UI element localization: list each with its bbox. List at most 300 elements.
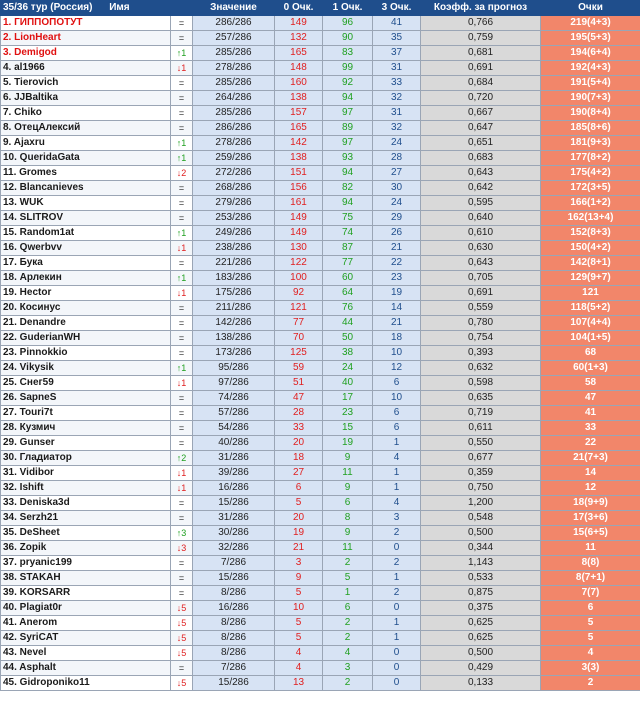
zero-points-cell: 20	[275, 511, 323, 526]
points-cell: 172(3+5)	[541, 181, 640, 196]
table-row	[1, 406, 640, 421]
table-row	[1, 466, 640, 481]
player-name: 44. Asphalt	[1, 661, 171, 676]
three-points-cell: 14	[373, 301, 421, 316]
rank-change: ↓1	[171, 481, 193, 496]
coef-cell: 0,611	[421, 421, 541, 436]
zero-points-cell: 138	[275, 91, 323, 106]
one-point-cell: 93	[323, 151, 373, 166]
table-row	[1, 391, 640, 406]
three-points-cell: 23	[373, 271, 421, 286]
points-cell: 150(4+2)	[541, 241, 640, 256]
value-cell: 286/286	[193, 16, 275, 31]
zero-points-cell: 156	[275, 181, 323, 196]
player-name: 7. Chiko	[1, 106, 171, 121]
points-cell: 47	[541, 391, 640, 406]
zero-points-cell: 70	[275, 331, 323, 346]
three-points-cell: 0	[373, 676, 421, 691]
player-name: 1. ГИППОПОТУТ	[1, 16, 171, 31]
rank-change: =	[171, 31, 193, 46]
one-point-cell: 99	[323, 61, 373, 76]
three-points-cell: 21	[373, 241, 421, 256]
player-name: 30. Гладиатор	[1, 451, 171, 466]
rank-change: ↓5	[171, 616, 193, 631]
coef-cell: 0,677	[421, 451, 541, 466]
rank-change: =	[171, 256, 193, 271]
three-points-cell: 26	[373, 226, 421, 241]
coef-cell: 0,595	[421, 196, 541, 211]
one-point-cell: 96	[323, 16, 373, 31]
value-cell: 238/286	[193, 241, 275, 256]
zero-points-cell: 165	[275, 121, 323, 136]
three-points-cell: 24	[373, 136, 421, 151]
rank-change: =	[171, 496, 193, 511]
points-cell: 190(7+3)	[541, 91, 640, 106]
value-cell: 259/286	[193, 151, 275, 166]
coef-cell: 0,720	[421, 91, 541, 106]
value-cell: 54/286	[193, 421, 275, 436]
zero-points-cell: 149	[275, 16, 323, 31]
table-row	[1, 271, 640, 286]
rank-change: ↑2	[171, 451, 193, 466]
points-cell: 14	[541, 466, 640, 481]
table-row	[1, 511, 640, 526]
points-cell: 5	[541, 616, 640, 631]
coef-cell: 0,630	[421, 241, 541, 256]
value-cell: 32/286	[193, 541, 275, 556]
player-name: 22. GuderianWH	[1, 331, 171, 346]
one-point-column-header: 1 Очк.	[323, 1, 373, 16]
three-points-column-header: 3 Очк.	[373, 1, 421, 16]
one-point-cell: 15	[323, 421, 373, 436]
rank-change: ↑1	[171, 271, 193, 286]
rank-change: ↓1	[171, 286, 193, 301]
table-row	[1, 421, 640, 436]
rank-change: ↓2	[171, 166, 193, 181]
one-point-cell: 83	[323, 46, 373, 61]
coef-cell: 0,642	[421, 181, 541, 196]
three-points-cell: 2	[373, 586, 421, 601]
rank-change: ↓1	[171, 466, 193, 481]
three-points-cell: 37	[373, 46, 421, 61]
table-row	[1, 61, 640, 76]
zero-points-cell: 4	[275, 661, 323, 676]
value-cell: 16/286	[193, 601, 275, 616]
one-point-cell: 92	[323, 76, 373, 91]
table-row	[1, 256, 640, 271]
player-name: 6. JJBaltika	[1, 91, 171, 106]
coef-cell: 0,550	[421, 436, 541, 451]
coef-cell: 0,780	[421, 316, 541, 331]
rank-change: =	[171, 346, 193, 361]
table-row	[1, 136, 640, 151]
one-point-cell: 11	[323, 541, 373, 556]
one-point-cell: 90	[323, 31, 373, 46]
rank-change: ↑1	[171, 361, 193, 376]
rank-change: ↓1	[171, 61, 193, 76]
coef-cell: 0,625	[421, 631, 541, 646]
rank-change: =	[171, 511, 193, 526]
value-cell: 57/286	[193, 406, 275, 421]
value-cell: 30/286	[193, 526, 275, 541]
rank-change: ↑1	[171, 151, 193, 166]
three-points-cell: 21	[373, 316, 421, 331]
name-column-header: Имя	[109, 2, 130, 13]
table-row	[1, 286, 640, 301]
rank-change: =	[171, 406, 193, 421]
three-points-cell: 0	[373, 646, 421, 661]
table-row	[1, 16, 640, 31]
table-row	[1, 316, 640, 331]
three-points-cell: 35	[373, 31, 421, 46]
zero-points-cell: 130	[275, 241, 323, 256]
three-points-cell: 30	[373, 181, 421, 196]
player-name: 45. Gidroponiko11	[1, 676, 171, 691]
one-point-cell: 5	[323, 571, 373, 586]
zero-points-cell: 47	[275, 391, 323, 406]
three-points-cell: 0	[373, 541, 421, 556]
player-name: 42. SyriCAT	[1, 631, 171, 646]
zero-points-cell: 160	[275, 76, 323, 91]
one-point-cell: 1	[323, 586, 373, 601]
rank-change: =	[171, 586, 193, 601]
zero-points-cell: 5	[275, 496, 323, 511]
one-point-cell: 60	[323, 271, 373, 286]
zero-points-cell: 19	[275, 526, 323, 541]
value-cell: 8/286	[193, 616, 275, 631]
zero-points-cell: 151	[275, 166, 323, 181]
points-cell: 129(9+7)	[541, 271, 640, 286]
coef-cell: 0,548	[421, 511, 541, 526]
value-cell: 278/286	[193, 136, 275, 151]
coef-cell: 0,754	[421, 331, 541, 346]
player-name: 28. Кузмич	[1, 421, 171, 436]
points-cell: 104(1+5)	[541, 331, 640, 346]
points-cell: 17(3+6)	[541, 511, 640, 526]
rank-change: ↓1	[171, 376, 193, 391]
zero-points-cell: 4	[275, 646, 323, 661]
points-cell: 152(8+3)	[541, 226, 640, 241]
zero-points-cell: 28	[275, 406, 323, 421]
table-row	[1, 196, 640, 211]
points-cell: 121	[541, 286, 640, 301]
points-cell: 6	[541, 601, 640, 616]
coef-cell: 0,683	[421, 151, 541, 166]
coef-cell: 1,200	[421, 496, 541, 511]
three-points-cell: 31	[373, 61, 421, 76]
coef-cell: 0,691	[421, 61, 541, 76]
three-points-cell: 1	[373, 616, 421, 631]
value-cell: 31/286	[193, 451, 275, 466]
three-points-cell: 33	[373, 76, 421, 91]
player-name: 20. Косинус	[1, 301, 171, 316]
coef-cell: 0,632	[421, 361, 541, 376]
rank-change: ↓1	[171, 241, 193, 256]
one-point-cell: 2	[323, 616, 373, 631]
points-cell: 192(4+3)	[541, 61, 640, 76]
one-point-cell: 38	[323, 346, 373, 361]
rank-change: ↓5	[171, 601, 193, 616]
points-cell: 185(8+6)	[541, 121, 640, 136]
value-cell: 249/286	[193, 226, 275, 241]
rank-change: =	[171, 571, 193, 586]
zero-points-cell: 132	[275, 31, 323, 46]
table-row	[1, 121, 640, 136]
coef-cell: 0,635	[421, 391, 541, 406]
player-name: 35. DeSheet	[1, 526, 171, 541]
points-cell: 8(8)	[541, 556, 640, 571]
table-row	[1, 226, 640, 241]
zero-points-cell: 13	[275, 676, 323, 691]
three-points-cell: 2	[373, 556, 421, 571]
table-row	[1, 661, 640, 676]
one-point-cell: 9	[323, 451, 373, 466]
rank-change: ↓5	[171, 646, 193, 661]
player-name: 38. STAKAH	[1, 571, 171, 586]
three-points-cell: 0	[373, 601, 421, 616]
value-cell: 253/286	[193, 211, 275, 226]
zero-points-cell: 148	[275, 61, 323, 76]
points-cell: 166(1+2)	[541, 196, 640, 211]
value-cell: 39/286	[193, 466, 275, 481]
table-row	[1, 646, 640, 661]
coef-cell: 0,344	[421, 541, 541, 556]
one-point-cell: 40	[323, 376, 373, 391]
points-cell: 5	[541, 631, 640, 646]
one-point-cell: 23	[323, 406, 373, 421]
three-points-cell: 2	[373, 526, 421, 541]
one-point-cell: 17	[323, 391, 373, 406]
table-row	[1, 181, 640, 196]
zero-points-cell: 18	[275, 451, 323, 466]
three-points-cell: 1	[373, 481, 421, 496]
rank-change: =	[171, 181, 193, 196]
table-row	[1, 451, 640, 466]
player-name: 17. Бука	[1, 256, 171, 271]
points-cell: 107(4+4)	[541, 316, 640, 331]
three-points-cell: 10	[373, 346, 421, 361]
value-cell: 16/286	[193, 481, 275, 496]
zero-points-cell: 9	[275, 571, 323, 586]
coef-cell: 0,375	[421, 601, 541, 616]
zero-points-cell: 5	[275, 616, 323, 631]
table-row	[1, 106, 640, 121]
three-points-cell: 6	[373, 406, 421, 421]
zero-points-cell: 6	[275, 481, 323, 496]
one-point-cell: 77	[323, 256, 373, 271]
rank-change: =	[171, 76, 193, 91]
points-cell: 181(9+3)	[541, 136, 640, 151]
coef-cell: 1,143	[421, 556, 541, 571]
player-name: 36. Zopik	[1, 541, 171, 556]
zero-points-cell: 21	[275, 541, 323, 556]
three-points-cell: 1	[373, 466, 421, 481]
rank-change: =	[171, 196, 193, 211]
table-row	[1, 91, 640, 106]
zero-points-cell: 165	[275, 46, 323, 61]
rank-change: ↓5	[171, 676, 193, 691]
points-cell: 190(8+4)	[541, 106, 640, 121]
rank-change: ↓5	[171, 631, 193, 646]
value-cell: 8/286	[193, 631, 275, 646]
one-point-cell: 97	[323, 106, 373, 121]
three-points-cell: 4	[373, 496, 421, 511]
one-point-cell: 75	[323, 211, 373, 226]
value-cell: 175/286	[193, 286, 275, 301]
three-points-cell: 12	[373, 361, 421, 376]
one-point-cell: 97	[323, 136, 373, 151]
zero-points-cell: 142	[275, 136, 323, 151]
value-cell: 211/286	[193, 301, 275, 316]
one-point-cell: 4	[323, 646, 373, 661]
rank-change: =	[171, 301, 193, 316]
player-name: 26. SapneS	[1, 391, 171, 406]
rank-change: =	[171, 391, 193, 406]
one-point-cell: 44	[323, 316, 373, 331]
coef-cell: 0,643	[421, 256, 541, 271]
round-header	[1, 1, 171, 16]
table-row	[1, 631, 640, 646]
points-cell: 11	[541, 541, 640, 556]
points-column-header: Очки	[541, 1, 640, 16]
rank-change: =	[171, 661, 193, 676]
value-cell: 285/286	[193, 46, 275, 61]
rank-change: =	[171, 331, 193, 346]
table-row	[1, 76, 640, 91]
three-points-cell: 32	[373, 121, 421, 136]
value-cell: 7/286	[193, 661, 275, 676]
table-row	[1, 556, 640, 571]
points-cell: 162(13+4)	[541, 211, 640, 226]
coef-cell: 0,640	[421, 211, 541, 226]
zero-points-cell: 122	[275, 256, 323, 271]
one-point-cell: 94	[323, 196, 373, 211]
value-cell: 257/286	[193, 31, 275, 46]
points-cell: 175(4+2)	[541, 166, 640, 181]
value-cell: 8/286	[193, 646, 275, 661]
one-point-cell: 94	[323, 166, 373, 181]
one-point-cell: 24	[323, 361, 373, 376]
points-cell: 4	[541, 646, 640, 661]
rank-change: =	[171, 211, 193, 226]
three-points-cell: 29	[373, 211, 421, 226]
rank-change: =	[171, 16, 193, 31]
zero-points-cell: 20	[275, 436, 323, 451]
points-cell: 142(8+1)	[541, 256, 640, 271]
coef-cell: 0,533	[421, 571, 541, 586]
zero-points-cell: 100	[275, 271, 323, 286]
table-row	[1, 241, 640, 256]
player-name: 15. Random1at	[1, 226, 171, 241]
player-name: 12. Blancanieves	[1, 181, 171, 196]
table-row	[1, 481, 640, 496]
value-cell: 15/286	[193, 496, 275, 511]
coef-cell: 0,684	[421, 76, 541, 91]
player-name: 5. Tierovich	[1, 76, 171, 91]
one-point-cell: 2	[323, 556, 373, 571]
value-cell: 173/286	[193, 346, 275, 361]
zero-points-cell: 5	[275, 631, 323, 646]
table-row	[1, 616, 640, 631]
value-cell: 142/286	[193, 316, 275, 331]
value-cell: 286/286	[193, 121, 275, 136]
value-cell: 8/286	[193, 586, 275, 601]
one-point-cell: 50	[323, 331, 373, 346]
value-cell: 15/286	[193, 676, 275, 691]
one-point-cell: 9	[323, 526, 373, 541]
coef-cell: 0,610	[421, 226, 541, 241]
player-name: 10. QueridaGata	[1, 151, 171, 166]
three-points-cell: 6	[373, 421, 421, 436]
table-row	[1, 361, 640, 376]
one-point-cell: 87	[323, 241, 373, 256]
points-cell: 33	[541, 421, 640, 436]
points-cell: 8(7+1)	[541, 571, 640, 586]
player-name: 34. Serzh21	[1, 511, 171, 526]
player-name: 29. Gunser	[1, 436, 171, 451]
table-row	[1, 46, 640, 61]
zero-points-cell: 149	[275, 211, 323, 226]
coef-cell: 0,133	[421, 676, 541, 691]
zero-points-cell: 121	[275, 301, 323, 316]
value-cell: 264/286	[193, 91, 275, 106]
table-row	[1, 346, 640, 361]
table-row	[1, 541, 640, 556]
points-cell: 18(9+9)	[541, 496, 640, 511]
zero-points-cell: 51	[275, 376, 323, 391]
three-points-cell: 27	[373, 166, 421, 181]
coef-cell: 0,393	[421, 346, 541, 361]
value-cell: 7/286	[193, 556, 275, 571]
points-cell: 219(4+3)	[541, 16, 640, 31]
one-point-cell: 74	[323, 226, 373, 241]
player-name: 19. Hector	[1, 286, 171, 301]
value-cell: 183/286	[193, 271, 275, 286]
coef-cell: 0,643	[421, 166, 541, 181]
player-name: 40. Plagiat0r	[1, 601, 171, 616]
coef-cell: 0,766	[421, 16, 541, 31]
one-point-cell: 6	[323, 496, 373, 511]
player-name: 23. Pinnokkio	[1, 346, 171, 361]
one-point-cell: 3	[323, 661, 373, 676]
points-cell: 195(5+3)	[541, 31, 640, 46]
points-cell: 21(7+3)	[541, 451, 640, 466]
table-row	[1, 526, 640, 541]
points-cell: 12	[541, 481, 640, 496]
rank-change: =	[171, 316, 193, 331]
table-row	[1, 31, 640, 46]
coef-cell: 0,559	[421, 301, 541, 316]
rank-change: =	[171, 421, 193, 436]
table-row	[1, 151, 640, 166]
player-name: 31. Vidibor	[1, 466, 171, 481]
zero-points-column-header: 0 Очк.	[275, 1, 323, 16]
table-row	[1, 571, 640, 586]
coef-cell: 0,500	[421, 646, 541, 661]
player-name: 11. Gromes	[1, 166, 171, 181]
player-name: 32. Ishift	[1, 481, 171, 496]
three-points-cell: 1	[373, 436, 421, 451]
three-points-cell: 4	[373, 451, 421, 466]
three-points-cell: 24	[373, 196, 421, 211]
points-cell: 194(6+4)	[541, 46, 640, 61]
points-cell: 118(5+2)	[541, 301, 640, 316]
player-name: 8. ОтецАлексий	[1, 121, 171, 136]
zero-points-cell: 149	[275, 226, 323, 241]
one-point-cell: 76	[323, 301, 373, 316]
coef-cell: 0,500	[421, 526, 541, 541]
value-cell: 97/286	[193, 376, 275, 391]
